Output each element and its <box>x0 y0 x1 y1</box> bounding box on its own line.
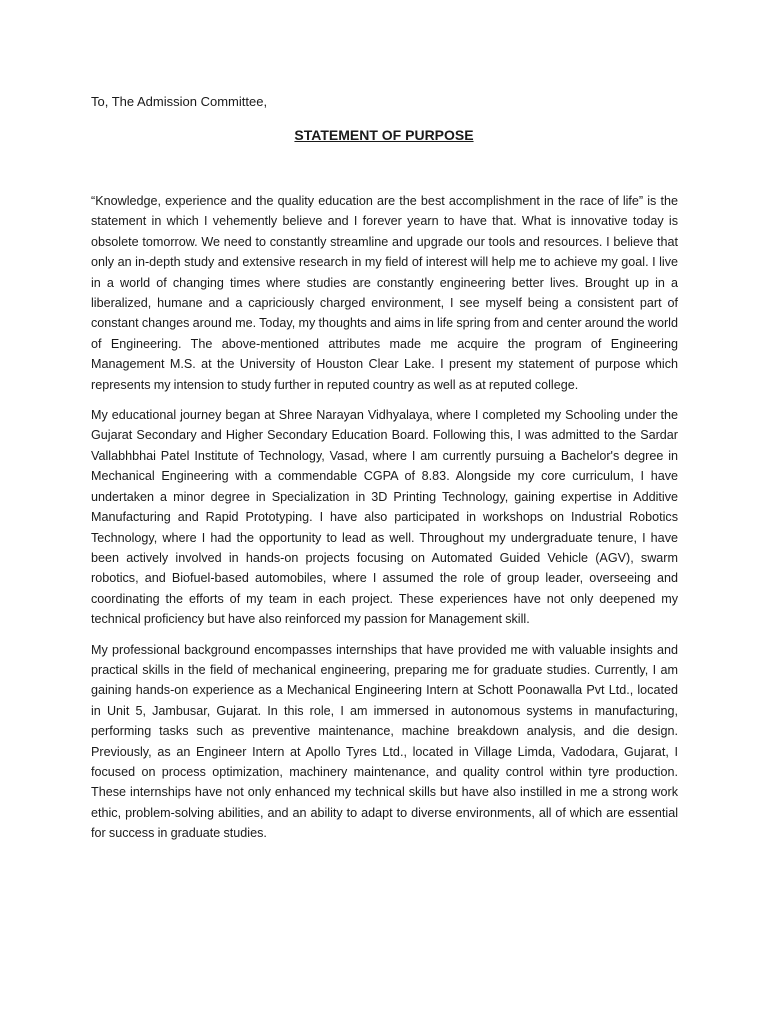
salutation: To, The Admission Committee, <box>91 94 268 109</box>
paragraph-professional: My professional background encompasses internships that have provided me with valuable insights and practical skills in the field of mechanical engineering, preparing me for graduate studies. Currently, I am gaining hands-on experience as a Mechanical Engineering Intern at Schott Poonawalla Pvt Ltd., located in Unit 5, Jambusar, Gujarat. In this role, I am immersed in autonomous systems in manufacturing, performing tasks such as preventive maintenance, machine breakdown analysis, and die design. Previously, as an Engineer Intern at Apollo Tyres Ltd., located in Village Limda, Vadodara, Gujarat, I focused on process optimization, machinery maintenance, and quality control within tyre production. These internships have not only enhanced my technical skills but have also instilled in me a strong work ethic, problem-solving abilities, and an ability to adapt to diverse environments, all of which are essential for success in graduate studies. <box>91 642 678 841</box>
document-body <box>91 191 678 854</box>
page-title: STATEMENT OF PURPOSE <box>294 127 474 143</box>
paragraph-introduction: “Knowledge, experience and the quality education are the best accomplishment in the race of life” is the statement in which I vehemently believe and I forever yearn to have that. What is innovative today is obsolete tomorrow. We need to constantly streamline and upgrade our tools and resources. I believe that only an in-depth study and extensive research in my field of interest will help me to achieve my goal. I live in a world of changing times where studies are constantly engineering better lives. Brought up in a liberalized, humane and a capriciously charged environment, I see myself being a consistent part of constant changes around me. Today, my thoughts and aims in life spring from and center around the world of Engineering. The above-mentioned attributes made me acquire the program of Engineering Management M.S. at the University of Houston Clear Lake. I present my statement of purpose which represents my intension to study further in reputed country as well as at reputed college. <box>91 194 678 392</box>
paragraph-education: My educational journey began at Shree Narayan Vidhyalaya, where I completed my Schooling under the Gujarat Secondary and Higher Secondary Education Board. Following this, I was admitted to the Sardar Vallabhbhai Patel Institute of Technology, Vasad, where I am currently pursuing a Bachelor's degree in Mechanical Engineering with a commendable CGPA of 8.83. Alongside my core curriculum, I have undertaken a minor degree in Specialization in 3D Printing Technology, gaining expertise in Additive Manufacturing and Rapid Prototyping. I have also participated in workshops on Industrial Robotics Technology, where I had the opportunity to lead as well. Throughout my undergraduate tenure, I have been actively involved in hands-on projects focusing on Automated Guided Vehicle (AGV), swarm robotics, and Biofuel-based automobiles, where I assumed the role of group leader, overseeing and coordinating the efforts of my team in each project. These experiences have not only deepened my technical proficiency but have also reinforced my passion for Management skill. <box>91 408 678 627</box>
